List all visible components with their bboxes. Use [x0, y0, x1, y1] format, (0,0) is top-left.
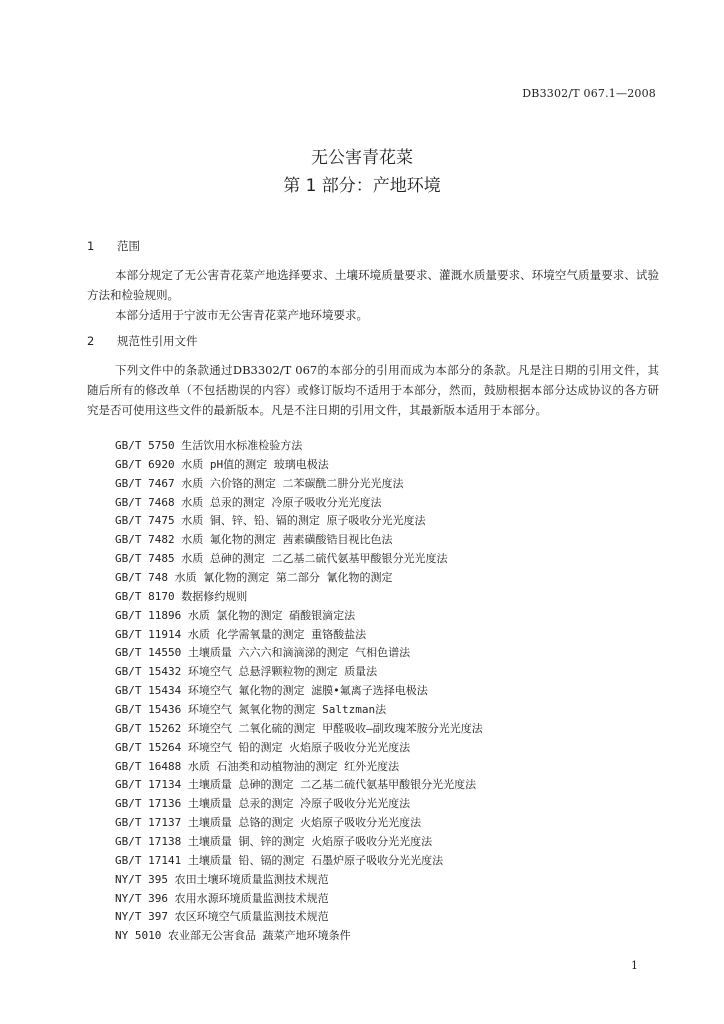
- paragraph: 下列文件中的条款通过DB3302/T 067的本部分的引用而成为本部分的条款。凡是注日期的引用文件，其随后所有的修改单（不包括勘误的内容）或修订版均不适用于本部分，然而，鼓励根据本部分达成协议的各方研究是否可使用这些文件的最新版本。凡是不注日期的引用文件，其最新版本适用于本部分。: [87, 363, 659, 417]
- reference-item: GB/T 15262 环境空气 二氧化硫的测定 甲醛吸收—副玫瑰苯胺分光光度法: [115, 721, 483, 735]
- section-normative-references: [87, 332, 659, 420]
- reference-item: NY/T 396 农用水源环境质量监测技术规范: [115, 891, 329, 905]
- reference-item: GB/T 5750 生活饮用水标准检验方法: [115, 439, 303, 452]
- title-part: 第 1 部分：产地环境: [283, 176, 441, 196]
- reference-item: GB/T 14550 土壤质量 六六六和滴滴涕的测定 气相色谱法: [115, 646, 411, 660]
- reference-item: NY 5010 农业部无公害食品 蔬菜产地环境条件: [115, 929, 351, 943]
- reference-item: NY/T 395 农田土壤环境质量监测技术规范: [115, 872, 329, 886]
- section-scope: [87, 237, 659, 325]
- document-title: [0, 146, 724, 198]
- reference-item: GB/T 7485 水质 总砷的测定 二乙基二硫代氨基甲酸银分光光度法: [115, 552, 448, 566]
- reference-item: GB/T 17141 土壤质量 铅、镉的测定 石墨炉原子吸收分光光度法: [115, 853, 444, 867]
- reference-item: GB/T 17134 土壤质量 总砷的测定 二乙基二硫代氨基甲酸银分光光度法: [115, 778, 477, 792]
- reference-item: GB/T 15436 环境空气 氮氧化物的测定 Saltzman法: [115, 703, 387, 717]
- reference-item: GB/T 6920 水质 pH值的测定 玻璃电极法: [115, 457, 329, 471]
- reference-list: [115, 437, 655, 946]
- reference-item: GB/T 7475 水质 铜、锌、铅、镉的测定 原子吸收分光光度法: [115, 514, 426, 528]
- reference-item: GB/T 17136 土壤质量 总汞的测定 冷原子吸收分光光度法: [115, 797, 411, 811]
- reference-item: GB/T 7482 水质 氟化物的测定 茜素磺酸锆目视比色法: [115, 533, 393, 547]
- standard-code: DB3302/T 067.1—2008: [522, 87, 656, 100]
- paragraph: 本部分规定了无公害青花菜产地选择要求、土壤环境质量要求、灌溉水质量要求、环境空气质量要求、试验方法和检验规则。: [87, 268, 659, 302]
- reference-item: GB/T 17138 土壤质量 铜、锌的测定 火焰原子吸收分光光度法: [115, 835, 433, 849]
- reference-item: GB/T 748 水质 氰化物的测定 第二部分 氰化物的测定: [115, 571, 393, 585]
- reference-item: GB/T 11914 水质 化学需氧量的测定 重铬酸盐法: [115, 627, 367, 641]
- section-title: 范围: [117, 239, 140, 253]
- reference-item: GB/T 15264 环境空气 铅的测定 火焰原子吸收分光光度法: [115, 740, 411, 754]
- section-heading: [87, 237, 659, 255]
- section-number: 1: [87, 239, 95, 253]
- reference-item: GB/T 8170 数据修约规则: [115, 589, 248, 603]
- reference-item: GB/T 7467 水质 六价铬的测定 二苯碳酰二肼分光光度法: [115, 476, 404, 490]
- reference-item: GB/T 15432 环境空气 总悬浮颗粒物的测定 质量法: [115, 665, 378, 679]
- reference-item: GB/T 11896 水质 氯化物的测定 硝酸银滴定法: [115, 608, 356, 622]
- reference-item: GB/T 15434 环境空气 氟化物的测定 滤膜•氟离子选择电极法: [115, 684, 428, 698]
- section-heading: [87, 332, 659, 350]
- reference-item: GB/T 17137 土壤质量 总铬的测定 火焰原子吸收分光光度法: [115, 816, 422, 830]
- section-title: 规范性引用文件: [117, 334, 198, 348]
- reference-item: GB/T 7468 水质 总汞的测定 冷原子吸收分光光度法: [115, 495, 382, 509]
- reference-item: GB/T 16488 水质 石油类和动植物油的测定 红外光度法: [115, 759, 400, 773]
- page-number: 1: [631, 959, 638, 972]
- title-main: 无公害青花菜: [311, 148, 413, 168]
- reference-item: NY/T 397 农区环境空气质量监测技术规范: [115, 910, 329, 924]
- paragraph: 本部分适用于宁波市无公害青花菜产地环境要求。: [115, 308, 368, 322]
- section-number: 2: [87, 334, 95, 348]
